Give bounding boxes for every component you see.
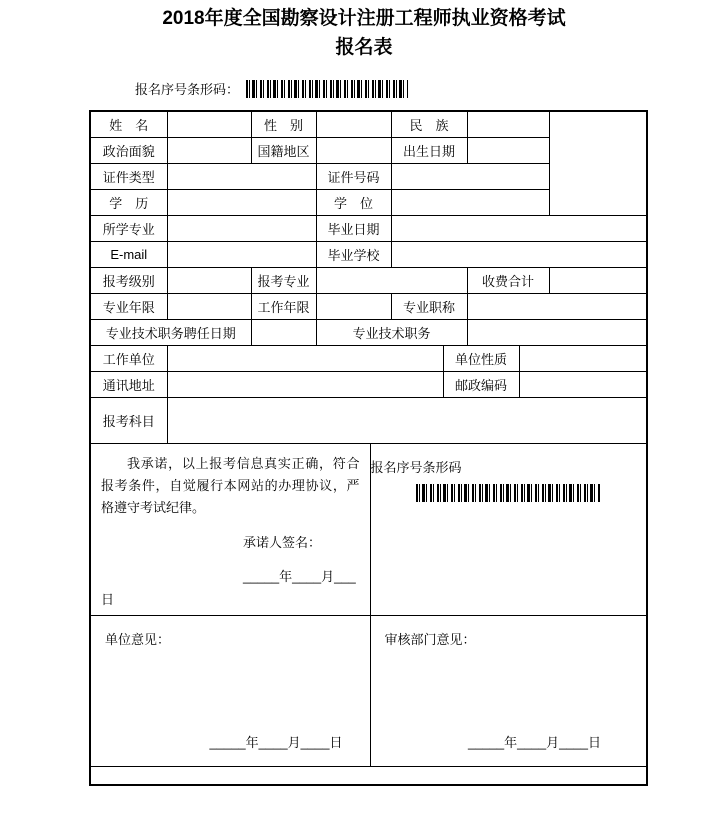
label-graduation-date: 毕业日期 [316,215,391,241]
label-tech-post: 专业技术职务 [316,319,467,345]
field-employer [167,345,443,371]
unit-opinion-label: 单位意见： [105,631,171,647]
unit-opinion-cell [90,615,370,766]
page-title [0,4,728,62]
label-exam-subjects: 报考科目 [90,397,167,443]
signature-table [89,443,648,787]
field-name [167,111,251,137]
photo-cell [549,111,647,215]
label-name: 姓 名 [90,111,167,137]
field-education [167,189,316,215]
review-opinion-label: 审核部门意见： [384,631,476,647]
field-email [167,241,316,267]
row-tenure [90,319,647,345]
review-opinion-cell [370,615,647,766]
label-employer: 工作单位 [90,345,167,371]
label-major-studied: 所学专业 [90,215,167,241]
signer-label: 承诺人签名： [243,534,322,550]
label-professional-title: 专业职称 [391,293,467,319]
label-birth-date: 出生日期 [391,137,467,163]
label-unit-type: 单位性质 [443,345,519,371]
bottom-empty-cell [90,766,647,785]
field-work-years [316,293,391,319]
field-nationality-region [316,137,391,163]
unit-opinion-date: _____年____月____日 [209,734,343,750]
field-tech-post [467,319,647,345]
label-gender: 性 别 [251,111,316,137]
field-exam-major [316,267,467,293]
label-nationality-region: 国籍地区 [251,137,316,163]
field-graduation-school [391,241,647,267]
label-education: 学 历 [90,189,167,215]
field-postal-code [519,371,647,397]
field-major-years [167,293,251,319]
promise-date-line: _____年____月___ [243,568,356,584]
field-id-number [391,163,549,189]
registration-number-barcode2-icon [416,484,601,502]
field-gender [316,111,391,137]
row-address [90,371,647,397]
label-id-type: 证件类型 [90,163,167,189]
label-graduation-school: 毕业学校 [316,241,391,267]
field-unit-type [519,345,647,371]
registration-table [89,110,648,444]
row-opinions [90,615,647,766]
row-name [90,111,647,137]
label-mailing-address: 通讯地址 [90,371,167,397]
label-exam-level: 报考级别 [90,267,167,293]
field-degree [391,189,549,215]
row-email [90,241,647,267]
label-political-status: 政治面貌 [90,137,167,163]
row-promise [90,443,647,615]
field-political-status [167,137,251,163]
label-work-years: 工作年限 [251,293,316,319]
top-barcode-label: 报名序号条形码： [135,82,240,97]
row-employer [90,345,647,371]
row-exam-subjects [90,397,647,443]
row-exam-level [90,267,647,293]
label-degree: 学 位 [316,189,391,215]
row-years [90,293,647,319]
review-opinion-date: _____年____月____日 [468,734,601,750]
label-tenure-date: 专业技术职务聘任日期 [90,319,251,345]
field-fee-total [549,267,647,293]
field-graduation-date [391,215,647,241]
label-email: E-mail [90,241,167,267]
top-barcode-row [135,79,408,98]
barcode-cell [370,443,647,615]
promise-cell [90,443,370,615]
field-professional-title [467,293,647,319]
field-id-type [167,163,316,189]
label-id-number: 证件号码 [316,163,391,189]
registration-number-barcode-icon [246,80,408,98]
field-exam-subjects [167,397,647,443]
label-postal-code: 邮政编码 [443,371,519,397]
label-exam-major: 报考专业 [251,267,316,293]
field-tenure-date [251,319,316,345]
title-line1: 2018年度全国勘察设计注册工程师执业资格考试 [162,8,566,29]
promise-date-day: 日 [101,591,115,607]
field-mailing-address [167,371,443,397]
barcode-title: 报名序号条形码 [370,459,462,475]
promise-text: 我承诺，以上报考信息真实正确，符合报考条件，自觉履行本网站的办理协议，严格遵守考试纪律。 [101,455,360,515]
label-major-years: 专业年限 [90,293,167,319]
title-line2: 报名表 [335,37,393,58]
field-major-studied [167,215,316,241]
field-exam-level [167,267,251,293]
label-ethnicity: 民 族 [391,111,467,137]
row-major [90,215,647,241]
field-birth-date [467,137,549,163]
row-bottom-empty [90,766,647,785]
field-ethnicity [467,111,549,137]
form-body [89,110,646,786]
label-fee-total: 收费合计 [467,267,549,293]
